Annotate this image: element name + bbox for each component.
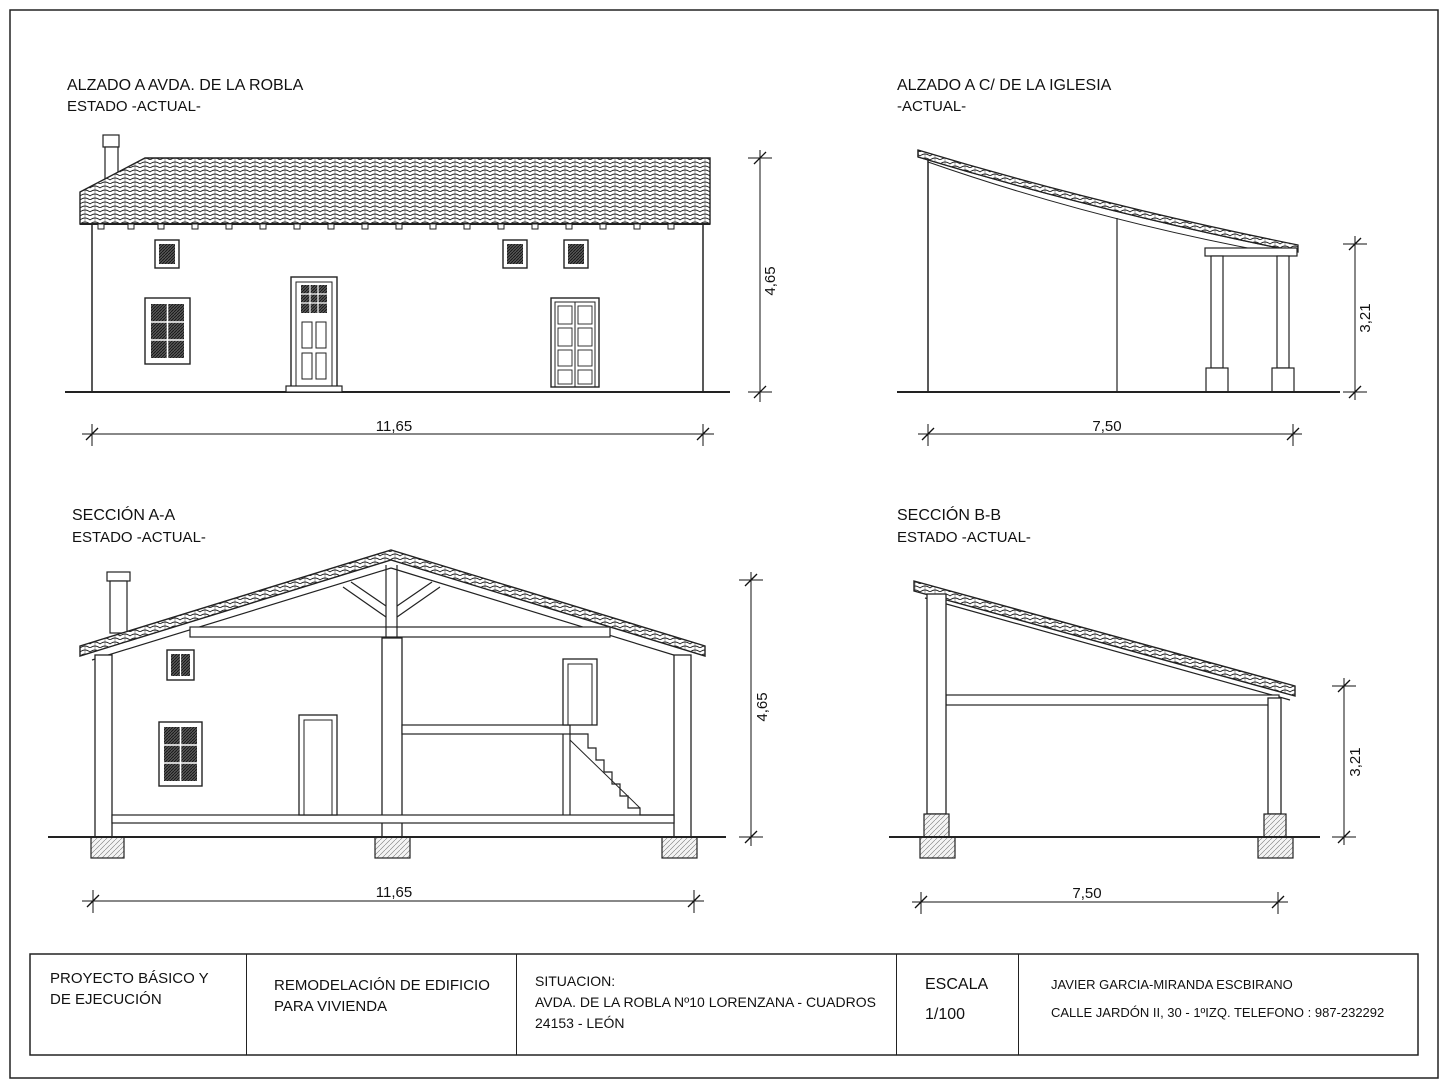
dimension-label: 3,21 <box>1357 303 1374 333</box>
elevation-calle-iglesia <box>897 150 1367 446</box>
situation-label: SITUACION: <box>535 973 616 989</box>
dimension-label: 3,21 <box>1347 747 1364 777</box>
title-block-situation <box>517 954 897 1055</box>
section-a-a <box>48 550 763 913</box>
scale-label: ESCALA <box>925 976 989 993</box>
description-line: REMODELACIÓN DE EDIFICIO <box>274 977 490 994</box>
dimension-label: 11,65 <box>375 418 413 435</box>
project-line: DE EJECUCIÓN <box>50 991 162 1008</box>
drawing-subtitle: -ACTUAL- <box>897 98 967 115</box>
window <box>159 722 202 786</box>
dimension-label: 7,50 <box>1092 418 1122 435</box>
drawing-subtitle: ESTADO -ACTUAL- <box>67 98 201 115</box>
drawing-subtitle: ESTADO -ACTUAL- <box>72 529 206 546</box>
author-address: CALLE JARDÓN II, 30 - 1ºIZQ. TELEFONO : 987-232292 <box>1051 1005 1385 1020</box>
front-door <box>286 277 342 392</box>
drawing-title: ALZADO A C/ DE LA IGLESIA <box>897 77 1112 94</box>
dimension-label: 7,50 <box>1072 885 1102 902</box>
window <box>145 298 190 364</box>
scale-value: 1/100 <box>925 1006 966 1023</box>
dimension-label: 4,65 <box>754 692 771 722</box>
small-window <box>503 240 527 268</box>
double-door <box>551 298 599 387</box>
small-window <box>167 650 194 680</box>
elevation-avda-robla <box>65 135 772 446</box>
author-name: JAVIER GARCIA-MIRANDA ESCBIRANO <box>1051 977 1293 992</box>
drawing-title: SECCIÓN A-A <box>72 507 176 524</box>
situation-line: 24153 - LEÓN <box>535 1015 625 1031</box>
section-b-b <box>889 581 1356 914</box>
title-block-scale <box>897 954 1019 1055</box>
project-line: PROYECTO BÁSICO Y <box>50 970 209 987</box>
small-window <box>564 240 588 268</box>
title-block-author <box>1019 954 1418 1055</box>
drawing-title: ALZADO A AVDA. DE LA ROBLA <box>67 77 304 94</box>
dimension-label: 11,65 <box>375 884 413 901</box>
title-block-description <box>247 954 517 1055</box>
small-window <box>155 240 179 268</box>
drawing-title: SECCIÓN B-B <box>897 507 1002 524</box>
dimension-label: 4,65 <box>762 266 779 296</box>
title-block-project <box>30 954 247 1055</box>
drawing-subtitle: ESTADO -ACTUAL- <box>897 529 1031 546</box>
description-line: PARA VIVIENDA <box>274 998 388 1015</box>
situation-line: AVDA. DE LA ROBLA Nº10 LORENZANA - CUADROS <box>535 994 876 1010</box>
